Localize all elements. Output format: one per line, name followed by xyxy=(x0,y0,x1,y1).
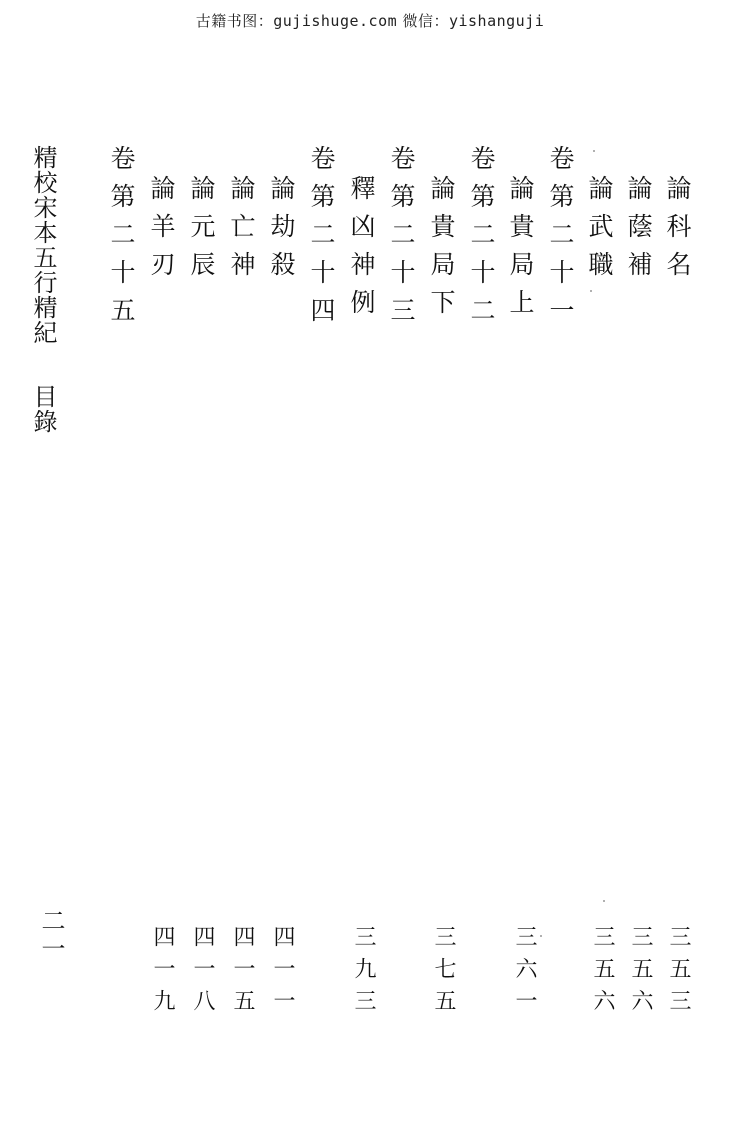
toc-page-number: 四一五 xyxy=(230,925,255,1021)
toc-entry-title: 論劫殺 xyxy=(267,175,296,289)
watermark-label: 古籍书图： xyxy=(195,12,274,30)
toc-page-number: 四一九 xyxy=(150,925,175,1021)
toc-volume-heading: 卷第二十一 xyxy=(546,145,575,335)
folio-number: 二一 xyxy=(37,908,65,964)
scan-speck xyxy=(590,290,592,292)
toc-entry-title: 論蔭補 xyxy=(624,175,653,289)
book-title: 精校宋本五行精紀 xyxy=(29,145,57,345)
toc-volume-heading: 卷第二十五 xyxy=(107,145,136,335)
toc-entry-title: 論羊刃 xyxy=(147,175,176,289)
section-label: 目錄 xyxy=(29,384,57,434)
toc-entry-title: 釋凶神例 xyxy=(347,175,376,327)
toc-entry-title: 論武職 xyxy=(585,175,614,289)
toc-volume-heading: 卷第二十二 xyxy=(467,145,496,335)
watermark xyxy=(0,10,740,31)
toc-page-number: 三七五 xyxy=(431,925,456,1021)
scan-speck xyxy=(540,935,542,937)
watermark-site[interactable]: gujishuge.com xyxy=(273,12,398,30)
toc-entry-title: 論貴局下 xyxy=(427,175,456,327)
watermark-wechat-id: yishanguji xyxy=(448,12,545,30)
toc-entry-title: 論貴局上 xyxy=(506,175,535,327)
toc-volume-heading: 卷第二十三 xyxy=(387,145,416,335)
toc-page-number: 三五三 xyxy=(666,925,691,1021)
toc-page-number: 三九三 xyxy=(351,925,376,1021)
toc-page-number: 四一八 xyxy=(190,925,215,1021)
watermark-wechat-label: 微信： xyxy=(402,12,449,30)
toc-volume-heading: 卷第二十四 xyxy=(307,145,336,335)
toc-entry-title: 論亡神 xyxy=(227,175,256,289)
toc-page-number: 三六一 xyxy=(512,925,537,1021)
scan-speck xyxy=(603,900,605,902)
toc-page-number: 三五六 xyxy=(590,925,615,1021)
toc-entry-title: 論科名 xyxy=(663,175,692,289)
toc-page-number: 三五六 xyxy=(628,925,653,1021)
toc-entry-title: 論元辰 xyxy=(187,175,216,289)
toc-page-number: 四一一 xyxy=(270,925,295,1021)
scan-speck xyxy=(593,150,595,152)
